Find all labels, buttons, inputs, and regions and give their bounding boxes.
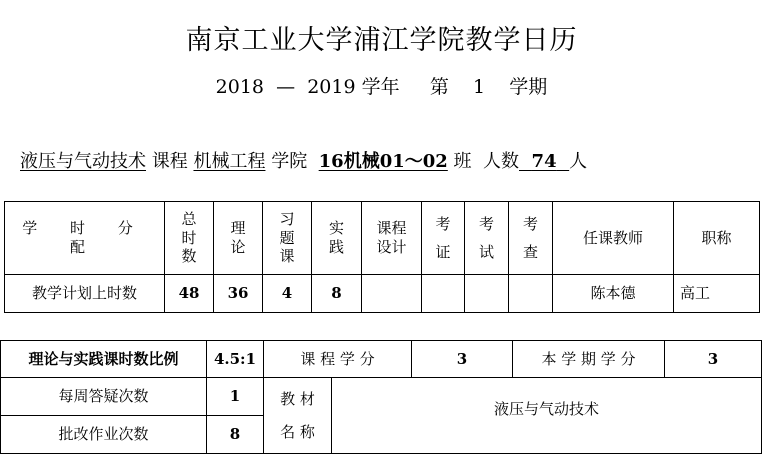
year-dash: — xyxy=(276,76,296,98)
credits-table xyxy=(0,340,762,454)
exercise-header: 习 题 课 xyxy=(263,202,312,275)
teacher-value: 陈本德 xyxy=(553,275,674,313)
design-header: 课程 设计 xyxy=(362,202,422,275)
title-value: 高工 xyxy=(674,275,760,313)
student-count: 74 xyxy=(531,151,557,172)
plan-hours-label: 教学计划上时数 xyxy=(5,275,165,313)
allocation-header: 学 时 分 配 xyxy=(5,202,165,275)
check-value xyxy=(509,275,553,313)
term-credit-value: 3 xyxy=(665,341,762,378)
college-label: 学院 xyxy=(271,151,308,172)
page-title: 南京工业大学浦江学院教学日历 xyxy=(185,25,578,56)
cert-header: 考 证 xyxy=(422,202,465,275)
count-label: 人数 xyxy=(483,151,519,172)
course-name: 液压与气动技术 xyxy=(20,151,146,172)
ratio-value: 4.5:1 xyxy=(207,341,264,378)
term-line xyxy=(0,72,763,99)
textbook-name: 液压与气动技术 xyxy=(332,378,762,454)
hours-table xyxy=(4,201,760,313)
exam-header: 考 试 xyxy=(465,202,509,275)
qa-count-label: 每周答疑次数 xyxy=(1,378,207,416)
term-prefix: 第 xyxy=(429,76,449,98)
course-credit-label: 课 程 学 分 xyxy=(264,341,412,378)
course-credit-value: 3 xyxy=(412,341,513,378)
title-header: 职称 xyxy=(674,202,760,275)
class-label: 班 xyxy=(453,151,472,172)
design-value xyxy=(362,275,422,313)
term-credit-label: 本 学 期 学 分 xyxy=(513,341,665,378)
qa-count-value: 1 xyxy=(207,378,264,416)
course-info-line xyxy=(20,147,587,173)
ratio-label: 理论与实践课时数比例 xyxy=(1,341,207,378)
class-name: 16机械01～02 xyxy=(318,151,448,172)
homework-count-value: 8 xyxy=(207,416,264,454)
check-header: 考 查 xyxy=(509,202,553,275)
year-end: 2019 xyxy=(307,76,356,98)
exam-value xyxy=(465,275,509,313)
year-start: 2018 xyxy=(215,76,265,98)
homework-count-label: 批改作业次数 xyxy=(1,416,207,454)
total-hours-header: 总 时 数 xyxy=(165,202,214,275)
textbook-label: 教 材 名 称 xyxy=(264,378,332,454)
term-number: 1 xyxy=(473,76,486,98)
term-label: 学期 xyxy=(509,76,548,98)
theory-value: 36 xyxy=(214,275,263,313)
course-label: 课程 xyxy=(151,151,188,172)
year-label: 学年 xyxy=(361,76,400,98)
teacher-header: 任课教师 xyxy=(553,202,674,275)
total-hours-value: 48 xyxy=(165,275,214,313)
exercise-value: 4 xyxy=(263,275,312,313)
count-unit: 人 xyxy=(569,151,588,172)
theory-header: 理 论 xyxy=(214,202,263,275)
practice-header: 实 践 xyxy=(312,202,362,275)
college-name: 机械工程 xyxy=(193,151,266,172)
practice-value: 8 xyxy=(312,275,362,313)
cert-value xyxy=(422,275,465,313)
